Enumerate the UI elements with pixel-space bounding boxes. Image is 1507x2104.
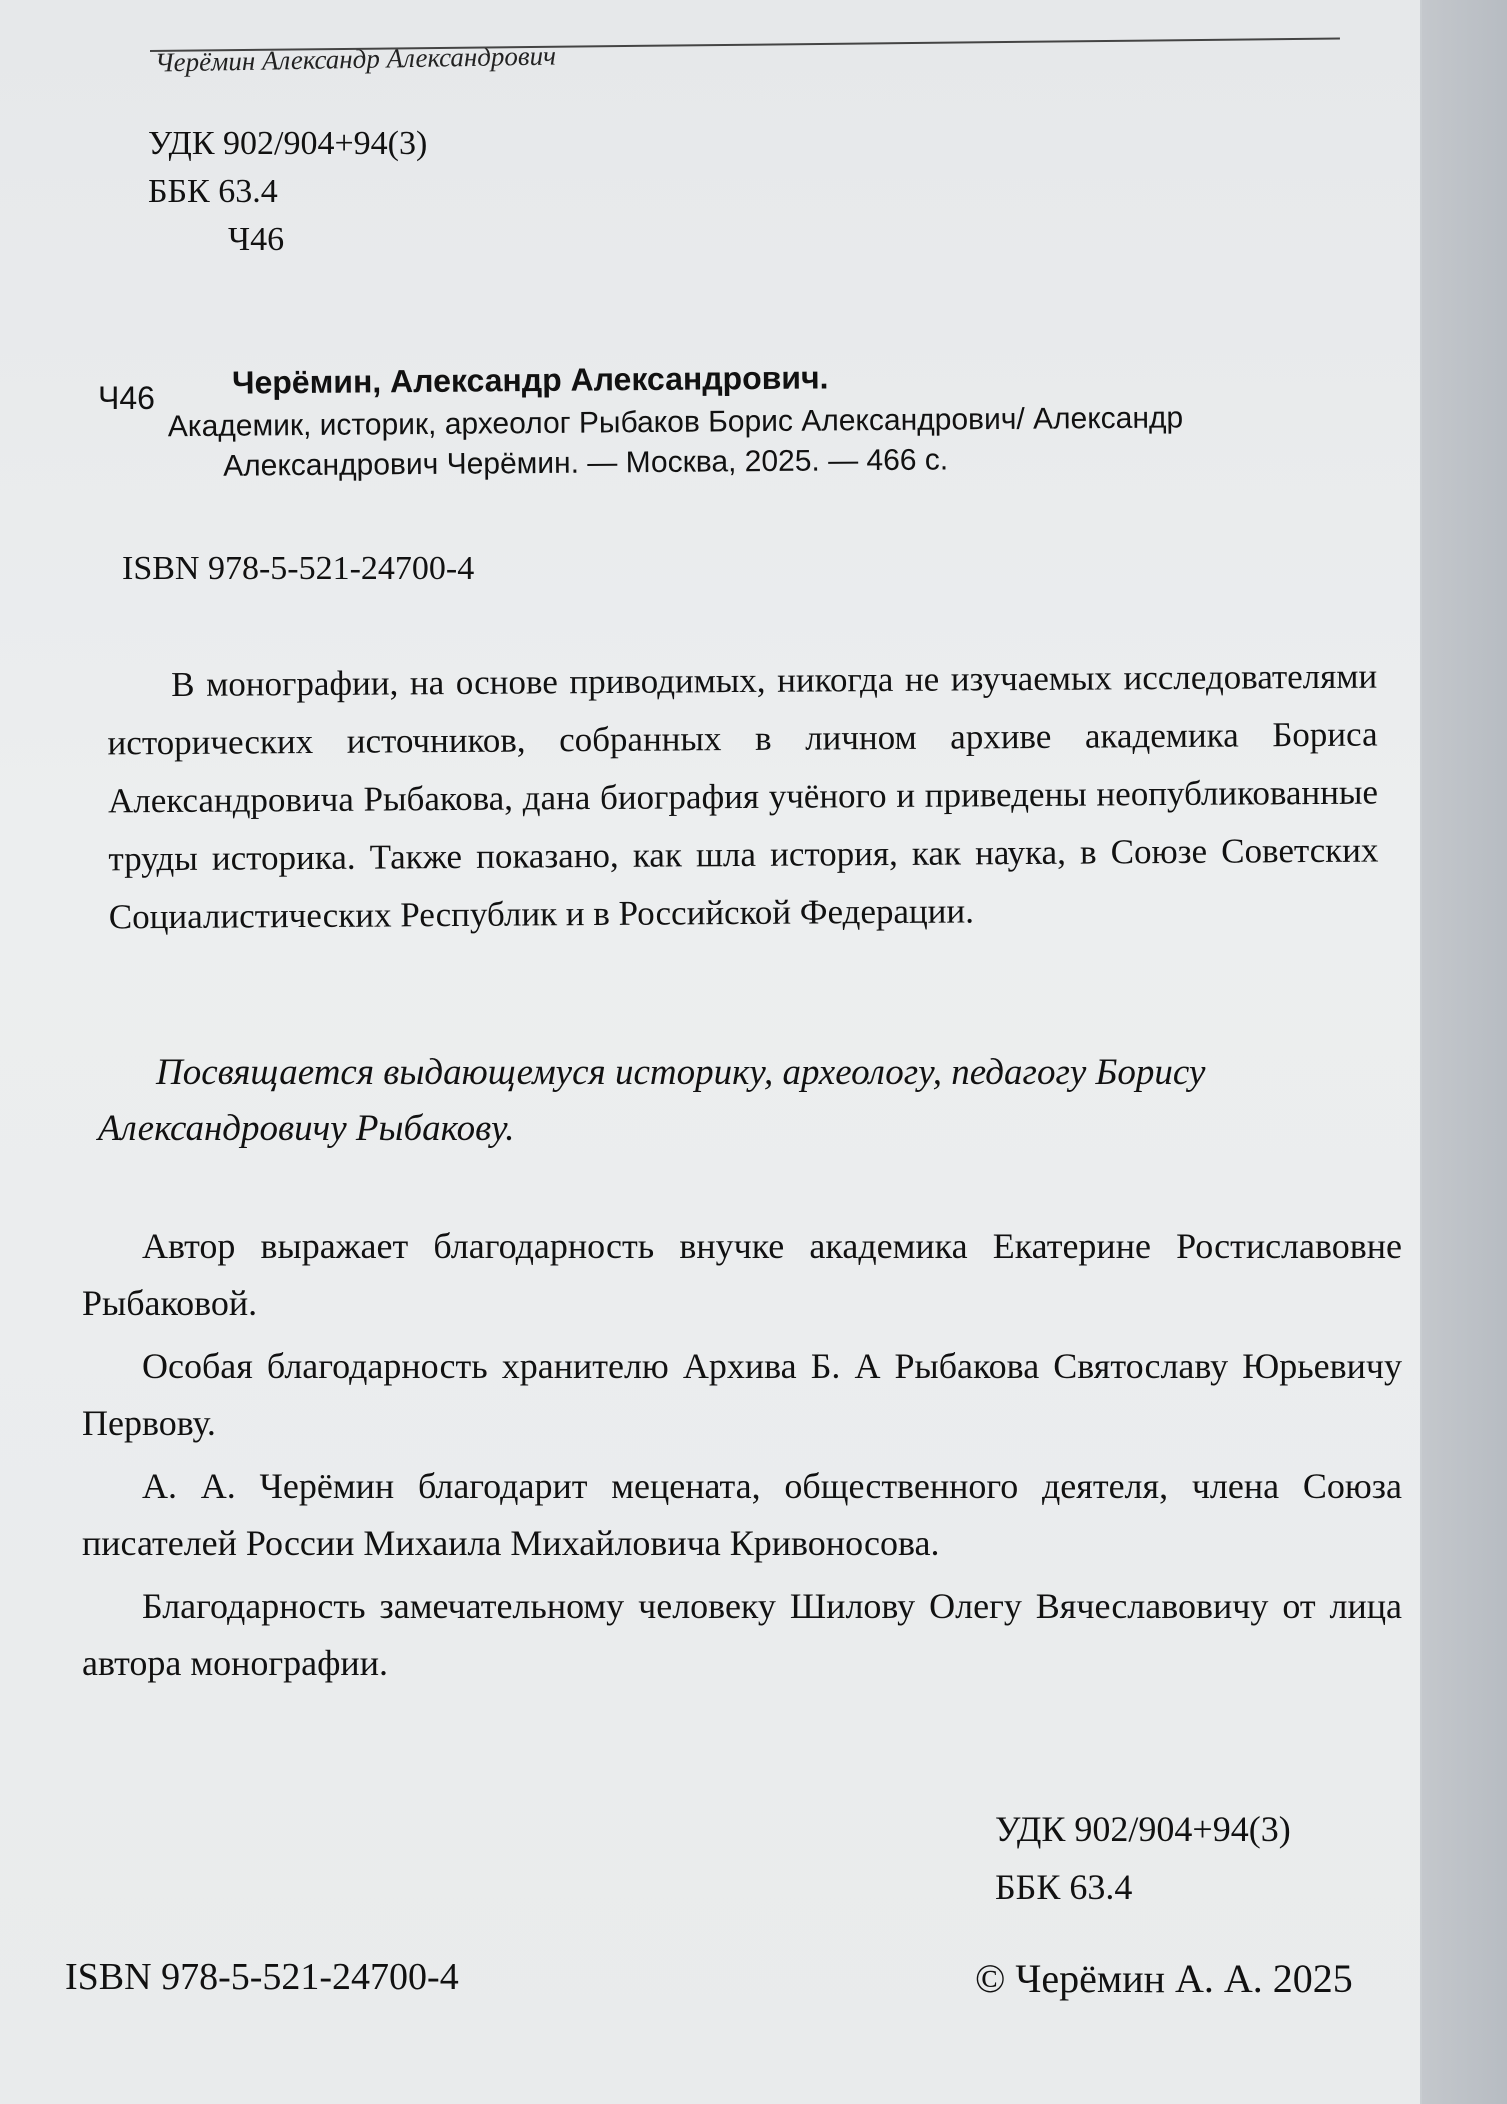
author-mark: Ч46 [228, 221, 285, 258]
catalog-description-line: Академик, историк, археолог Рыбаков Борис Александрович/ Александр [167, 401, 1184, 444]
bbk-code: ББК 63.4 [148, 173, 278, 210]
running-header: Черёмин Александр Александрович [154, 40, 557, 78]
isbn-top: ISBN 978-5-521-24700-4 [122, 550, 475, 587]
copyright: © Черёмин А. А. 2025 [975, 1956, 1353, 2001]
udk-code: УДК 902/904+94(3) [148, 125, 428, 162]
bbk-code: ББК 63.4 [995, 1867, 1133, 1907]
catalog-author-mark: Ч46 [98, 380, 155, 416]
classification-codes-top [148, 120, 427, 264]
dedication: Посвящается выдающемуся историку, археологу, педагогу Борису Александровичу Рыбакову. [98, 1052, 1206, 1149]
catalog-description-line: Александрович Черёмин. — Москва, 2025. — 466 с. [223, 443, 949, 483]
acknowledgement-item: Особая благодарность хранителю Архива Б. А Рыбакова Святославу Юрьевичу Первову. [82, 1346, 1402, 1443]
isbn-bottom: ISBN 978-5-521-24700-4 [65, 1956, 459, 1998]
catalog-author: Черёмин, Александр Александрович. [231, 359, 829, 401]
acknowledgement-item: А. А. Черёмин благодарит мецената, общественного деятеля, члена Союза писателей России Михаила Михайловича Кривоносова. [82, 1466, 1402, 1563]
acknowledgements [82, 1218, 1402, 1698]
classification-codes-bottom [995, 1800, 1291, 1916]
catalog-description [168, 397, 1369, 487]
udk-code: УДК 902/904+94(3) [995, 1809, 1291, 1849]
acknowledgement-item: Благодарность замечательному человеку Шилову Олегу Вячеславовичу от лица автора монографии. [82, 1586, 1402, 1683]
annotation-paragraph: В монографии, на основе приводимых, никогда не изучаемых исследователями исторических источников, собранных в личном архиве академика Бориса Александровича Рыбакова, дана биография учёного и приведены неопубликованные труды историка. Также показано, как шла история, как наука, в Союзе Советских Социалистических Республик и в Российской Федерации. [107, 656, 1379, 937]
acknowledgement-item: Автор выражает благодарность внучке академика Екатерине Ростиславовне Рыбаковой. [82, 1226, 1402, 1323]
